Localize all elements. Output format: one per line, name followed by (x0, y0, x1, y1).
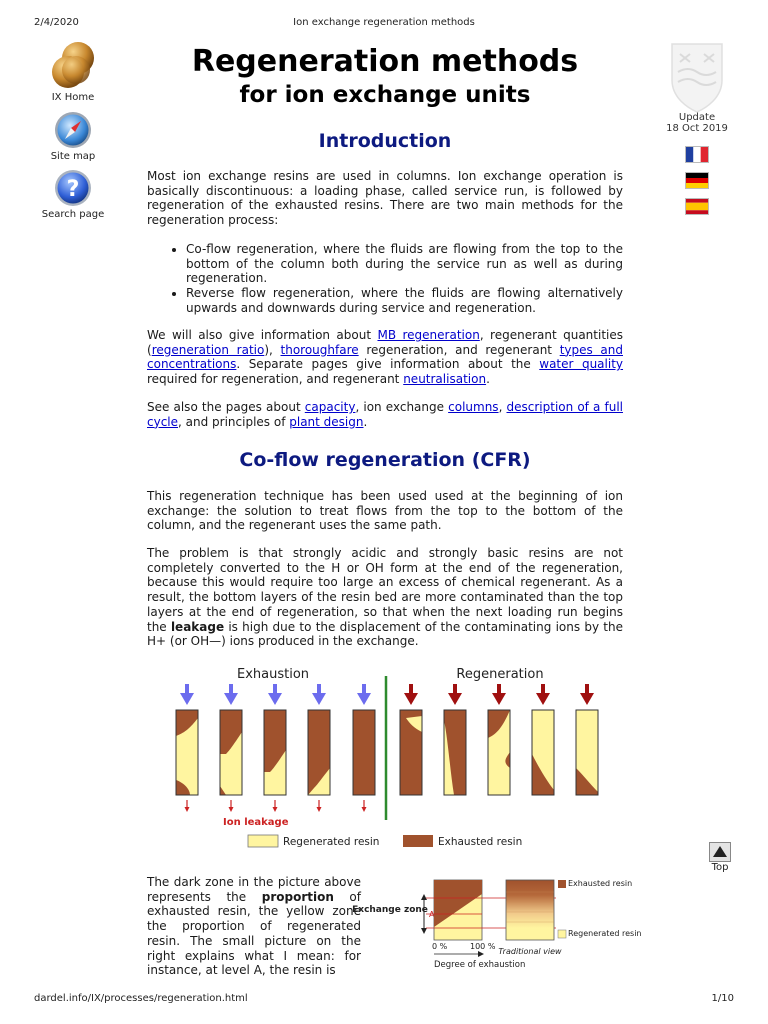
back-to-top-link[interactable] (705, 842, 735, 873)
text: regeneration, and regenerant (358, 342, 560, 357)
ion-leakage-arrow (185, 800, 190, 812)
regenerant-flow-arrow (536, 684, 550, 705)
regenerant-flow-arrow (404, 684, 418, 705)
columns-link[interactable]: columns (448, 400, 499, 414)
legend-exhausted-small-label: Exhausted resin (568, 879, 633, 888)
cfr-paragraph-3 (147, 875, 361, 978)
exchange-zone-figure (352, 872, 642, 984)
text: is high due to the displacement of the contaminating ions by the H+ (or OH—) ions produced in the exchange. (147, 619, 623, 649)
page-title: Regeneration methods (191, 44, 579, 79)
ion-leakage-arrow (317, 800, 322, 812)
text: required for regeneration, and regenerant (147, 372, 404, 387)
introduction-heading: Introduction (318, 130, 452, 152)
nav-ix-home[interactable] (37, 40, 109, 103)
german-flag-graphic (686, 173, 708, 188)
regeneration-ratio-link[interactable]: regeneration ratio (151, 342, 265, 357)
site-crest-logo (668, 40, 726, 114)
text: . (363, 414, 368, 429)
text: , and principles of (178, 414, 290, 429)
legend-regenerated-swatch-small (558, 930, 566, 938)
leakage-term: leakage (170, 619, 225, 634)
cfr-paragraph-1: This regeneration technique has been used used at the beginning of ion exchange: the solution to treat flows from the top to the bottom of the column, and the regenerant uses the same path. (147, 489, 623, 533)
axis-label-text: Degree of exhaustion (434, 960, 526, 970)
resin-column (576, 710, 598, 795)
top-label: Top (711, 862, 729, 873)
resin-column (220, 710, 242, 795)
svg-text:?: ? (66, 177, 80, 202)
update-info (664, 112, 730, 134)
legend-exhausted-swatch-small (558, 880, 566, 888)
text: . (486, 372, 490, 387)
pct-100-label: 100 % (470, 942, 496, 951)
page-subtitle: for ion exchange units (239, 82, 531, 108)
service-flow-arrow (268, 684, 282, 705)
nav-ix-home-label: IX Home (51, 92, 95, 103)
resin-column (264, 710, 286, 795)
text: ), (264, 342, 281, 357)
traditional-view-text: Traditional view (498, 947, 562, 956)
intro-paragraph-2 (147, 328, 623, 387)
french-flag-icon[interactable] (685, 146, 709, 163)
ion-leakage-arrow (273, 800, 278, 812)
resin-column (176, 710, 198, 795)
column-exhausted-zone (353, 710, 375, 795)
text: , regenerant quantities ( (147, 328, 623, 357)
exchange-zone-text: Exchange zone (352, 905, 428, 915)
text: . Separate pages give information about the (236, 357, 540, 372)
proportion-term: proportion (261, 889, 334, 904)
resin-column (400, 710, 422, 795)
french-flag-graphic (686, 147, 708, 162)
cfr-paragraph-2 (147, 546, 623, 649)
regeneration-methods-list (147, 242, 623, 316)
list-item: • Co-flow regeneration, where the fluids are flowing from the top to the bottom of the column both during the service run as well as during regeneration. (186, 242, 623, 286)
nav-search-page-label: Search page (41, 209, 105, 220)
co-flow-heading: Co-flow regeneration (CFR) (239, 449, 531, 471)
print-document-title: Ion exchange regeneration methods (293, 17, 475, 28)
nav-search-page[interactable] (37, 169, 109, 220)
exhaustion-label: Exhaustion (236, 667, 310, 682)
spanish-flag-icon[interactable] (685, 198, 709, 215)
print-page-number: 1/10 (711, 993, 734, 1004)
resin-column (532, 710, 554, 795)
water-quality-link[interactable]: water quality (539, 357, 624, 372)
types-and-concentrations-link[interactable]: types and concentrations (147, 342, 623, 372)
ix-home-icon (50, 40, 96, 90)
legend-exhausted-label: Exhausted resin (438, 836, 523, 848)
regenerant-flow-arrow (448, 684, 462, 705)
service-flow-arrow (224, 684, 238, 705)
intro-paragraph-3 (147, 400, 623, 429)
list-item: • Reverse flow regeneration, where the fluids are flowing alternatively upwards and downwards during service and regeneration. (186, 286, 623, 315)
thoroughfare-link[interactable]: thoroughfare (280, 342, 359, 357)
traditional-view-label (498, 947, 562, 956)
resin-column (444, 710, 466, 795)
pct-0-label: 0 % (432, 942, 448, 951)
text: of exhausted resin, the yellow zone the proportion of regenerated resin. The small picture on the right explains what I mean: for instance, at level A, the resin is (147, 889, 361, 978)
mb-regeneration-link[interactable]: MB regeneration (377, 328, 480, 342)
update-date: 18 Oct 2019 (666, 123, 728, 134)
legend-regenerated-swatch (248, 835, 278, 847)
legend-exhausted-swatch (403, 835, 433, 847)
text: The dark zone in the picture above represents the (147, 875, 361, 904)
intro-paragraph-1: Most ion exchange resins are used in columns. Ion exchange operation is basically discontinuous: a loading phase, called service run, is followed by regeneration of the exhausted resins. There are two main methods for the regeneration process: (147, 169, 623, 228)
ion-leakage-arrow (362, 800, 367, 812)
bracket-arrow-bottom (421, 928, 427, 934)
text: , ion exchange (355, 400, 449, 414)
capacity-link[interactable]: capacity (304, 400, 356, 414)
resin-column (353, 710, 375, 795)
regenerant-flow-arrow (492, 684, 506, 705)
ion-leakage-label: Ion leakage (223, 817, 289, 828)
regeneration-label: Regeneration (456, 667, 544, 682)
exchange-zone-label (352, 905, 428, 915)
up-arrow-icon (709, 842, 731, 862)
text: , (498, 400, 507, 414)
full-cycle-link[interactable]: description of a full cycle (147, 400, 623, 429)
legend-regenerated-label: Regenerated resin (283, 836, 380, 848)
compass-icon (54, 111, 92, 149)
print-url: dardel.info/IX/processes/regeneration.html (34, 993, 248, 1004)
ion-leakage-arrow (229, 800, 234, 812)
nav-site-map-label: Site map (50, 151, 96, 162)
help-question-icon (54, 169, 92, 207)
legend-regenerated-small-label: Regenerated resin (568, 929, 642, 938)
degree-of-exhaustion-label (434, 960, 525, 970)
resin-column (488, 710, 510, 795)
resin-column (308, 710, 330, 795)
neutralisation-link[interactable]: neutralisation (403, 372, 487, 387)
co-flow-regeneration-figure (163, 660, 603, 855)
bracket-arrow-top (421, 894, 427, 900)
traditional-column (506, 880, 554, 940)
service-flow-arrow (312, 684, 326, 705)
regenerant-flow-arrow (580, 684, 594, 705)
spanish-flag-graphic (686, 199, 708, 214)
text: See also the pages about (147, 400, 305, 414)
service-flow-arrow (357, 684, 371, 705)
exhaustion-axis-arrow (478, 951, 484, 957)
text: We will also give information about (147, 328, 378, 342)
nav-site-map[interactable] (37, 111, 109, 162)
plant-design-link[interactable]: plant design (289, 414, 364, 429)
level-a-label: A (429, 910, 435, 919)
text: The problem is that strongly acidic and strongly basic resins are not completely converted to the H or OH form at the end of the regeneration, because this would require too large an excess of chemical regenerant. As a result, the bottom layers of the resin bed are more contaminated than the top layers at the end of regeneration, so that when the next loading run begins the (147, 546, 623, 634)
service-flow-arrow (180, 684, 194, 705)
print-date: 2/4/2020 (34, 17, 79, 28)
german-flag-icon[interactable] (685, 172, 709, 189)
update-label: Update (678, 112, 716, 123)
